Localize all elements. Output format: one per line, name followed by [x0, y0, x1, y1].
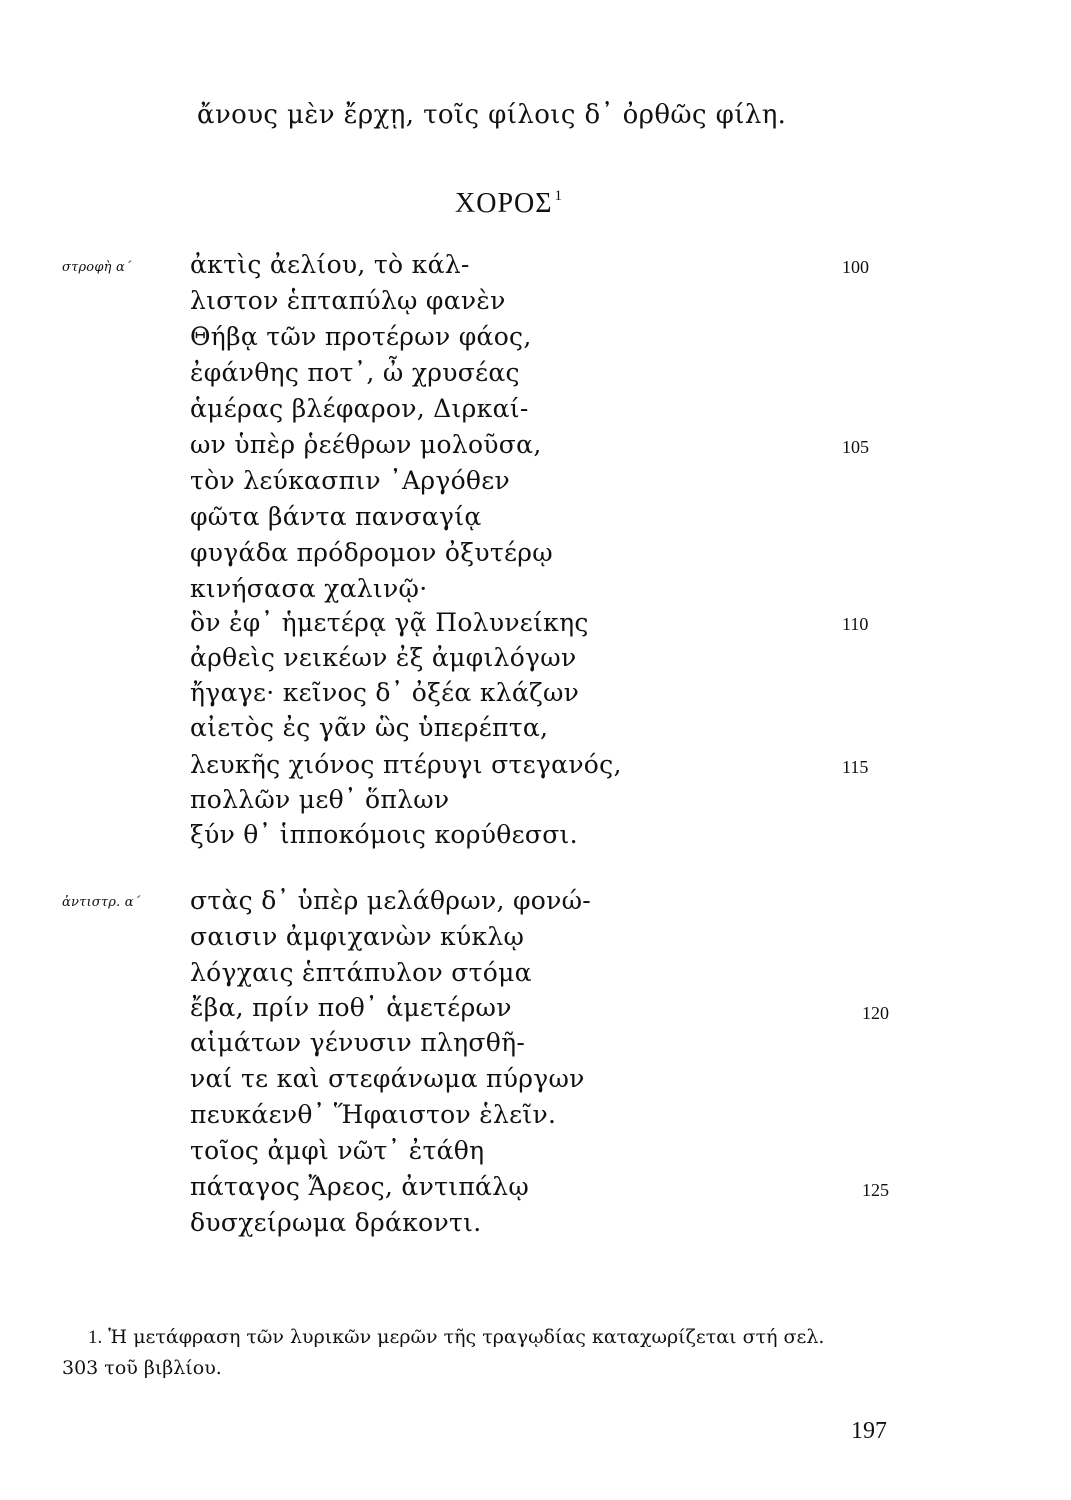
footnote-number: 1.: [88, 1327, 103, 1348]
verse-line: λόγχαις ἑπτάπυλον στόμα: [190, 958, 532, 987]
footnote-line: [88, 1326, 824, 1349]
verse-line: φῶτα βάντα πανσαγίᾳ: [190, 502, 482, 531]
opening-verse: ἄνους μὲν ἔρχῃ, τοῖς φίλοις δ᾽ ὀρθῶς φίλη.: [197, 100, 787, 130]
chorus-heading: [455, 188, 563, 220]
verse-line: ἀρθεὶς νεικέων ἐξ ἀμφιλόγων: [190, 643, 577, 672]
line-number: 110: [842, 614, 869, 634]
footnote-text: Ἡ μετάφραση τῶν λυρικῶν μερῶν τῆς τραγῳδίας καταχωρίζεται στή σελ.: [108, 1326, 825, 1348]
verse-line: ἤγαγε· κεῖνος δ᾽ ὀξέα κλάζων: [190, 678, 580, 707]
verse-line: ἐφάνθης ποτ᾽, ὦ χρυσέας: [190, 358, 520, 387]
verse-line: ἔβα, πρίν ποθ᾽ ἁμετέρων: [190, 993, 512, 1022]
line-number: 120: [862, 1003, 889, 1023]
verse-line: στὰς δ᾽ ὑπὲρ μελάθρων, φονώ-: [190, 886, 592, 915]
verse-line: τὸν λεύκασπιν ᾽Αργόθεν: [190, 466, 511, 495]
footnote-line: 303 τοῦ βιβλίου.: [62, 1357, 222, 1379]
verse-line: ὃν ἐφ᾽ ἡμετέρᾳ γᾷ Πολυνείκης: [190, 608, 589, 637]
verse-line: πολλῶν μεθ᾽ ὅπλων: [190, 785, 450, 814]
antistrophe-label: ἀντιστρ. α΄: [62, 895, 141, 910]
heading-title: ΧΟΡΟΣ: [455, 188, 553, 219]
verse-line: λευκῆς χιόνος πτέρυγι στεγανός,: [190, 750, 622, 779]
verse-line: σαισιν ἀμφιχανὼν κύκλῳ: [190, 922, 525, 951]
verse-line: τοῖος ἀμφὶ νῶτ᾽ ἐτάθη: [190, 1136, 485, 1165]
page-number: 197: [851, 1418, 887, 1444]
line-number: 100: [842, 257, 869, 277]
verse-line: ναί τε καὶ στεφάνωμα πύργων: [190, 1064, 585, 1093]
verse-line: ξύν θ᾽ ἱπποκόμοις κορύθεσσι.: [190, 820, 578, 849]
line-number: 105: [842, 437, 869, 457]
line-number: 115: [842, 757, 869, 777]
verse-line: ἀκτὶς ἀελίου, τὸ κάλ-: [190, 250, 470, 279]
verse-line: Θήβᾳ τῶν προτέρων φάος,: [190, 322, 532, 351]
verse-line: ων ὑπὲρ ῥεέθρων μολοῦσα,: [190, 430, 542, 459]
verse-line: δυσχείρωμα δράκοντι.: [190, 1208, 482, 1237]
line-number: 125: [862, 1180, 889, 1200]
strophe-label: στροφὴ α΄: [62, 260, 132, 275]
verse-line: πάταγος Ἄρεος, ἀντιπάλῳ: [190, 1172, 530, 1201]
verse-line: λιστον ἑπταπύλῳ φανὲν: [190, 286, 506, 315]
verse-line: κινήσασα χαλινῷ·: [190, 574, 428, 603]
verse-line: πευκάενθ᾽ Ἥφαιστον ἑλεῖν.: [190, 1100, 557, 1129]
footnote-marker: 1: [554, 188, 564, 204]
verse-line: αἱμάτων γένυσιν πλησθῆ-: [190, 1028, 526, 1057]
verse-line: αἰετὸς ἐς γᾶν ὣς ὑπερέπτα,: [190, 713, 549, 742]
verse-line: φυγάδα πρόδρομον ὀξυτέρῳ: [190, 538, 553, 567]
verse-line: ἁμέρας βλέφαρον, Διρκαί-: [190, 394, 529, 423]
